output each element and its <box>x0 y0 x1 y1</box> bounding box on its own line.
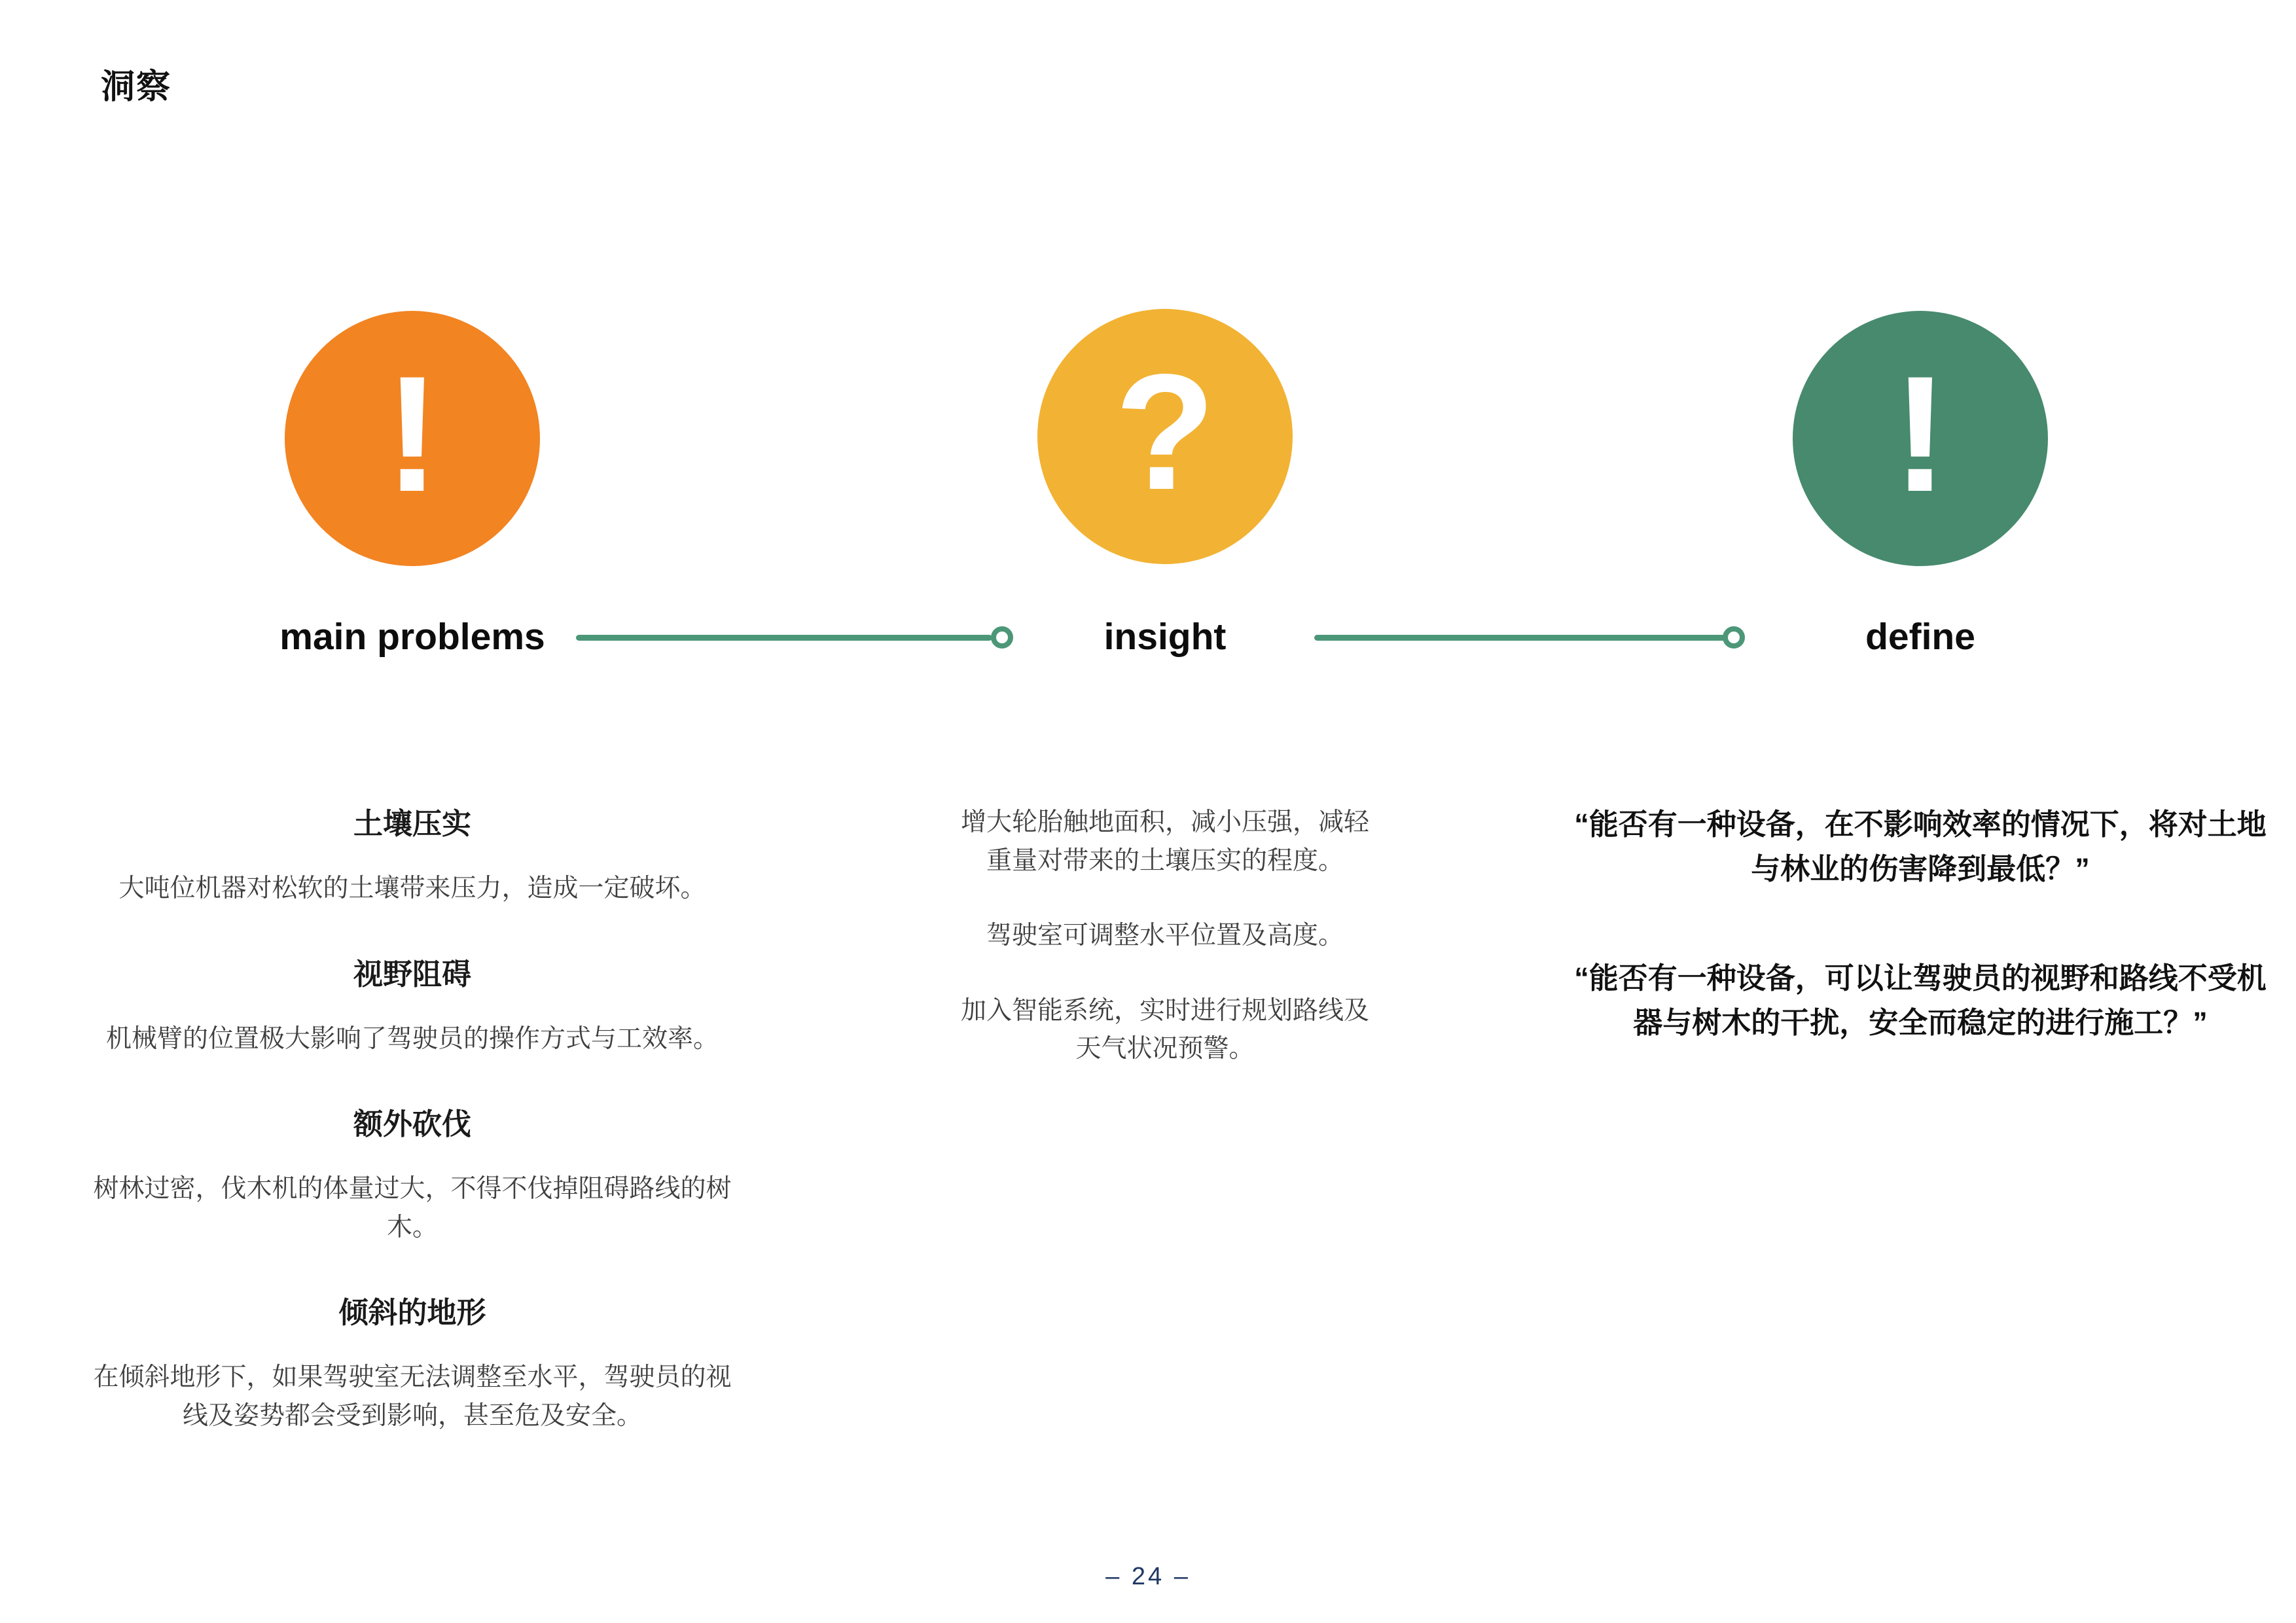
problem-body: 机械臂的位置极大影响了驾驶员的操作方式与工效率。 <box>105 1024 719 1053</box>
problem-item <box>85 950 740 1059</box>
exclamation-icon: ! <box>385 342 440 526</box>
connector-line-2 <box>1314 635 1731 641</box>
problem-body: 大吨位机器对松软的土壤带来压力，造成一定破坏。 <box>118 874 706 902</box>
problem-heading: 额外砍伐 <box>353 1107 471 1141</box>
main-problems-column <box>85 800 740 1477</box>
page-title: 洞察 <box>101 68 172 106</box>
problem-heading: 倾斜的地形 <box>338 1296 486 1329</box>
main-problems-circle <box>285 311 540 566</box>
problem-heading: 土壤压实 <box>353 807 471 840</box>
problem-item <box>85 1289 740 1435</box>
insight-column <box>949 804 1381 1105</box>
problem-body: 在倾斜地形下，如果驾驶室无法调整至水平，驾驶员的视线及姿势都会受到影响，甚至危及安全。 <box>93 1363 732 1430</box>
insight-item: 加入智能系统，实时进行规划路线及天气状况预警。 <box>960 996 1369 1063</box>
insight-item: 驾驶室可调整水平位置及高度。 <box>986 921 1344 950</box>
insight-circle <box>1037 309 1293 564</box>
insight-item: 增大轮胎触地面积，减小压强，减轻重量对带来的土壤压实的程度。 <box>960 808 1369 875</box>
connector-endpoint-ring-1 <box>991 626 1013 649</box>
connector-line-1 <box>576 635 992 641</box>
stage-label-define: define <box>1865 616 1975 658</box>
stage-label-main-problems: main problems <box>279 616 545 658</box>
define-quote: “能否有一种设备，可以让驾驶员的视野和路线不受机器与树木的干扰，安全而稳定的进行施工？” <box>1574 961 2267 1039</box>
stage-label-insight: insight <box>1103 616 1227 658</box>
define-column <box>1567 802 2274 1110</box>
question-icon: ? <box>1115 340 1215 524</box>
exclamation-icon: ! <box>1893 342 1948 526</box>
problem-heading: 视野阻碍 <box>353 957 471 991</box>
problem-item <box>85 800 740 908</box>
define-circle <box>1793 311 2048 566</box>
connector-endpoint-ring-2 <box>1723 626 1745 649</box>
page-number: – 24 – <box>1105 1563 1191 1590</box>
problem-body: 树林过密，伐木机的体量过大，不得不伐掉阻碍路线的树木。 <box>93 1175 732 1241</box>
problem-item <box>85 1100 740 1247</box>
define-quote: “能否有一种设备，在不影响效率的情况下，将对土地与林业的伤害降到最低？” <box>1574 808 2267 885</box>
